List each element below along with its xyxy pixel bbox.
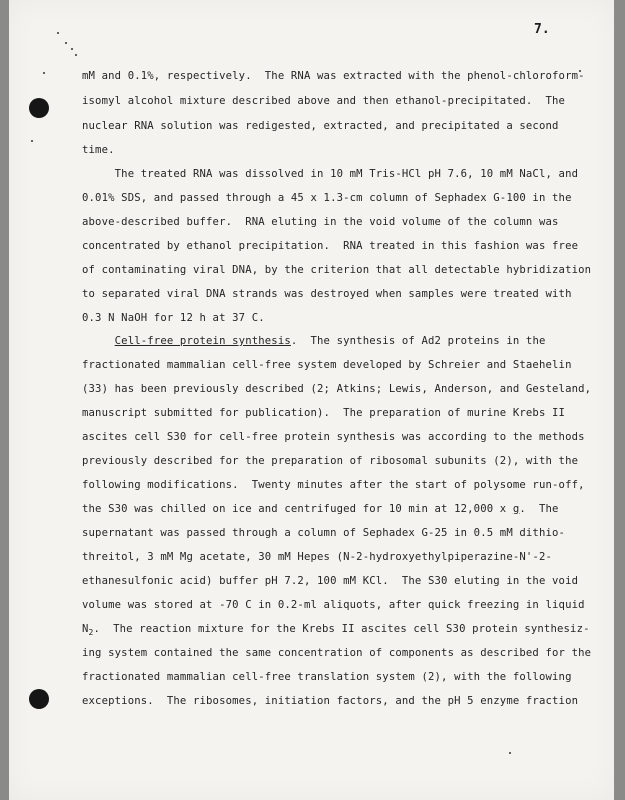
- speck: [509, 752, 511, 754]
- text-line: previously described for the preparation of ribosomal subunits (2), with the: [82, 455, 579, 467]
- text-line: The treated RNA was dissolved in 10 mM Tris-HCl pH 7.6, 10 mM NaCl, and: [82, 168, 579, 180]
- text-line: ethanesulfonic acid) buffer pH 7.2, 100 mM KCl. The S30 eluting in the void: [82, 575, 579, 587]
- text-line: 0.3 N NaOH for 12 h at 37 C.: [82, 312, 265, 324]
- text-line: exceptions. The ribosomes, initiation factors, and the pH 5 enzyme fraction: [82, 695, 579, 707]
- nitrogen-line-text: . The reaction mixture for the Krebs II ascites cell S30 protein synthesiz-: [93, 623, 590, 635]
- centrifuge-line: [82, 503, 559, 515]
- text-line: threitol, 3 mM Mg acetate, 30 mM Hepes (N-2-hydroxyethylpiperazine-N'-2-: [82, 551, 553, 563]
- text-line: following modifications. Twenty minutes after the start of polysome run-off,: [82, 479, 585, 491]
- text-line: above-described buffer. RNA eluting in the void volume of the column was: [82, 216, 559, 228]
- nitrogen-symbol: N: [82, 623, 89, 635]
- speck: [57, 32, 59, 34]
- heading-line-text: . The synthesis of Ad2 proteins in the: [290, 335, 546, 347]
- text-line: time.: [82, 144, 115, 156]
- nitrogen-line: [82, 623, 590, 637]
- text-line: ascites cell S30 for cell-free protein synthesis was according to the methods: [82, 431, 585, 443]
- section-heading-line: [82, 335, 546, 347]
- text-line: concentrated by ethanol precipitation. RNA treated in this fashion was free: [82, 240, 579, 252]
- text-line: fractionated mammalian cell-free system developed by Schreier and Staehelin: [82, 359, 572, 371]
- speck: [43, 72, 45, 74]
- text-line: to separated viral DNA strands was destroyed when samples were treated with: [82, 288, 572, 300]
- nitrogen-subscript: 2: [88, 628, 94, 638]
- speck: [75, 54, 77, 56]
- text-line: of contaminating viral DNA, by the criterion that all detectable hybridization: [82, 264, 592, 276]
- speck: [71, 48, 73, 50]
- text-line: fractionated mammalian cell-free translation system (2), with the following: [82, 671, 572, 683]
- document-page: [9, 0, 614, 800]
- text-line: (33) has been previously described (2; Atkins; Lewis, Anderson, and Gesteland,: [82, 383, 592, 395]
- section-heading: Cell-free protein synthesis: [114, 335, 291, 347]
- text-line: nuclear RNA solution was redigested, extracted, and precipitated a second: [82, 120, 559, 132]
- text-line: supernatant was passed through a column of Sephadex G-25 in 0.5 mM dithio-: [82, 527, 566, 539]
- speck: [65, 42, 67, 44]
- gravity-unit: g: [512, 503, 520, 515]
- centrifuge-text: the S30 was chilled on ice and centrifuged for 10 min at 12,000 x: [82, 503, 513, 515]
- punch-hole-top: [29, 98, 49, 118]
- text-line: ing system contained the same concentration of components as described for the: [82, 647, 592, 659]
- speck: [31, 140, 33, 142]
- text-line: mM and 0.1%, respectively. The RNA was extracted with the phenol-chloroform-: [82, 70, 585, 82]
- punch-hole-bottom: [29, 689, 49, 709]
- text-line: manuscript submitted for publication). The preparation of murine Krebs II: [82, 407, 566, 419]
- text-line: 0.01% SDS, and passed through a 45 x 1.3-cm column of Sephadex G-100 in the: [82, 192, 572, 204]
- page-number: 7.: [534, 22, 550, 37]
- text-line: volume was stored at -70 C in 0.2-ml aliquots, after quick freezing in liquid: [82, 599, 585, 611]
- centrifuge-text-end: . The: [519, 503, 559, 515]
- text-line: isomyl alcohol mixture described above and then ethanol-precipitated. The: [82, 95, 566, 107]
